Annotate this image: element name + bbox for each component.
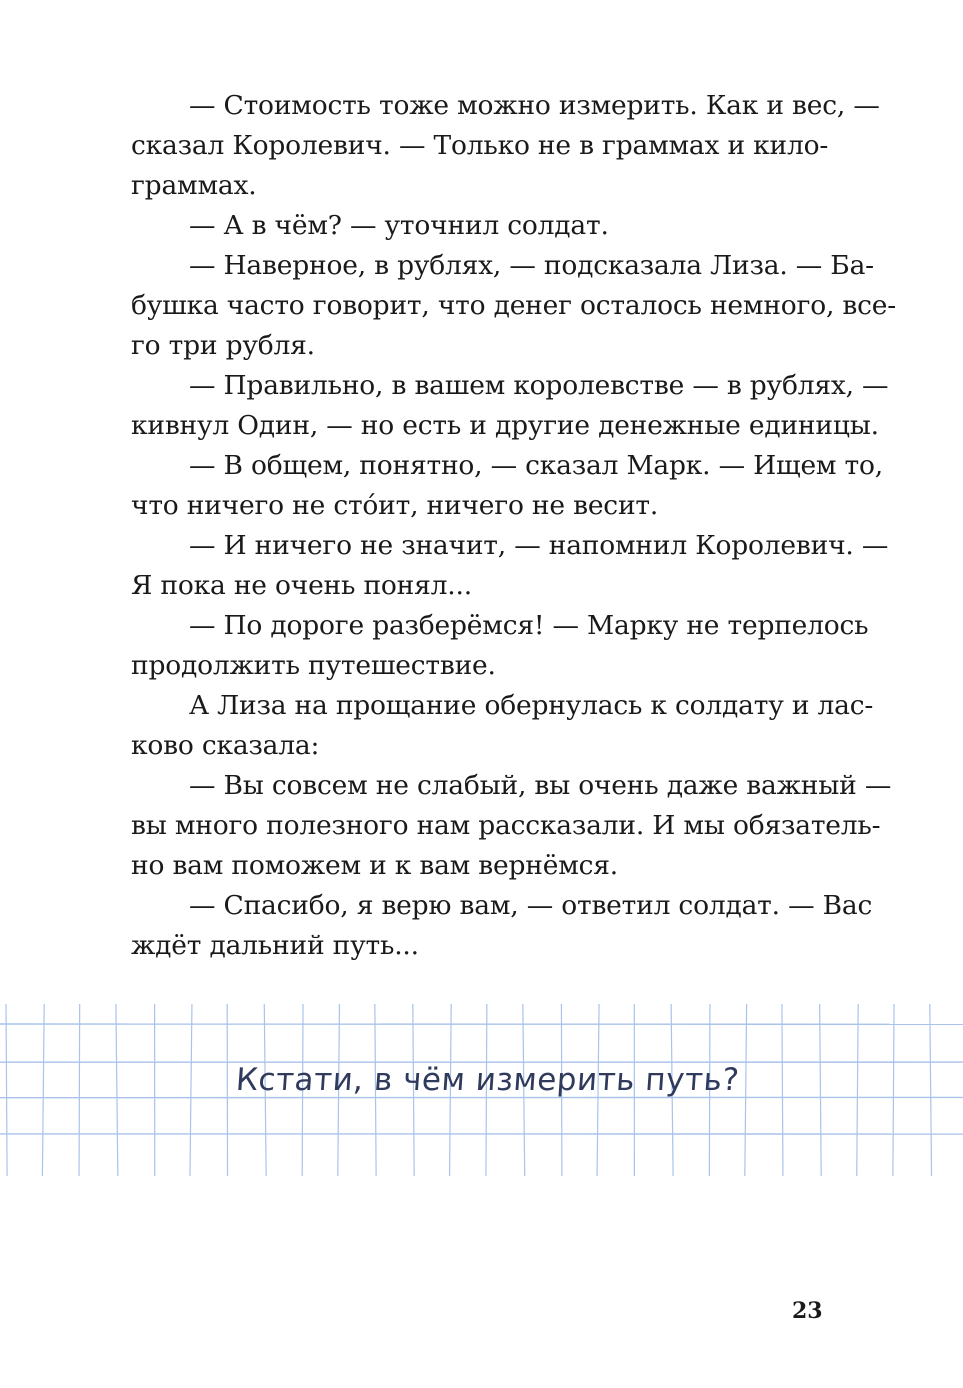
grid-line-vertical bbox=[857, 1004, 858, 1176]
text-line: продолжить путешествие. bbox=[131, 650, 496, 681]
text-line: но вам поможем и к вам вернёмся. bbox=[131, 850, 619, 881]
grid-line-vertical bbox=[79, 1004, 80, 1176]
text-line: — Наверное, в рублях, — подсказала Лиза. — Ба- bbox=[189, 250, 874, 281]
grid-line-vertical bbox=[782, 1004, 783, 1176]
text-line: А Лиза на прощание обернулась к солдату и лас- bbox=[189, 690, 874, 721]
text-line: граммах. bbox=[131, 170, 257, 201]
grid-line-vertical bbox=[930, 1004, 932, 1176]
handwritten-note: Кстати, в чём измерить путь? bbox=[234, 1062, 741, 1098]
text-line: — А в чём? — уточнил солдат. bbox=[189, 210, 609, 241]
text-line: Я пока не очень понял... bbox=[131, 570, 472, 601]
text-line: — Спасибо, я верю вам, — ответил солдат. — Вас bbox=[189, 890, 873, 921]
text-line: что ничего не сто́ит, ничего не весит. bbox=[131, 490, 659, 521]
text-line: го три рубля. bbox=[131, 330, 315, 361]
grid-paper-note bbox=[0, 1000, 963, 1180]
text-line: ково сказала: bbox=[131, 730, 320, 761]
text-line: сказал Королевич. — Только не в граммах и кило- bbox=[131, 130, 829, 161]
text-line: бушка часто говорит, что денег осталось немного, все- bbox=[131, 290, 897, 321]
text-line: — Правильно, в вашем королевстве — в рублях, — bbox=[189, 370, 889, 401]
text-line: — Вы совсем не слабый, вы очень даже важный — bbox=[189, 770, 892, 801]
grid-line-vertical bbox=[893, 1004, 894, 1176]
page-number: 23 bbox=[792, 1298, 823, 1324]
grid-line-vertical bbox=[42, 1004, 44, 1176]
grid-line-vertical bbox=[820, 1004, 822, 1176]
text-line: ждёт дальний путь... bbox=[131, 930, 419, 961]
text-line: — И ничего не значит, — напомнил Королевич. — bbox=[189, 530, 889, 561]
text-line: — По дороге разберёмся! — Марку не терпелось bbox=[189, 610, 869, 641]
grid-line-vertical bbox=[6, 1004, 7, 1176]
grid-line-vertical bbox=[190, 1004, 192, 1176]
text-line: — В общем, понятно, — сказал Марк. — Ищем то, bbox=[189, 450, 884, 481]
body-text bbox=[131, 86, 897, 966]
grid-line-vertical bbox=[745, 1004, 747, 1176]
text-line: кивнул Один, — но есть и другие денежные единицы. bbox=[131, 410, 879, 441]
text-line: — Стоимость тоже можно измерить. Как и вес, — bbox=[189, 90, 880, 121]
text-line: вы много полезного нам рассказали. И мы обязатель- bbox=[131, 810, 881, 841]
grid-line-vertical bbox=[116, 1004, 118, 1176]
